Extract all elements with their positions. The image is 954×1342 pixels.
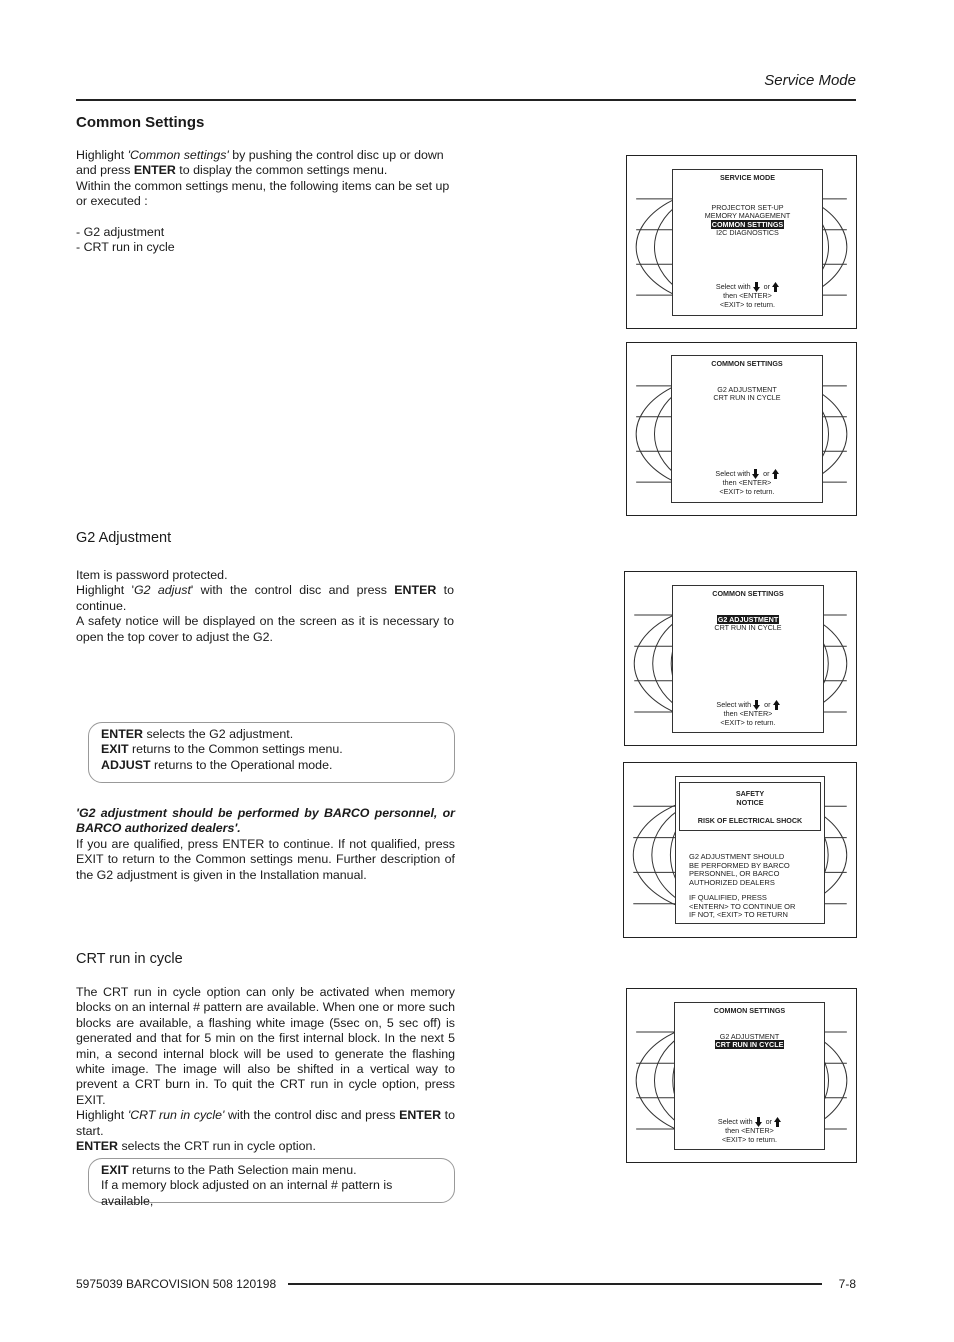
g2-line-2 — [76, 583, 454, 614]
text-run: Select with — [717, 1116, 753, 1126]
crt-paragraph-1: The CRT run in cycle option can only be activated when memory blocks on an internal # pattern are available. When one or more such blocks are available, a flashing white image (5sec on, 5 sec off) is generated and that for 5 min on the first internal block. In the next 5 min, a second internal block will be used to generate the flashing white image. The image will also be shifted in a vertical way to prevent a CRT burn in. To quit the CRT run in cycle option, press EXIT. — [76, 985, 455, 1107]
text-run: Highlight — [76, 148, 128, 162]
menu-title: COMMON SETTINGS — [712, 589, 784, 598]
safety-line: IF NOT, <EXIT> TO RETURN — [689, 910, 788, 920]
menu-hint — [675, 1117, 824, 1144]
hint-exit: <EXIT> to return. — [719, 299, 776, 309]
text-run: ' with the control disc and press — [190, 583, 395, 598]
text-run: to continue. — [76, 583, 454, 613]
screen-crt-highlighted — [626, 988, 857, 1163]
key-label: EXIT — [101, 1163, 129, 1177]
text-run-bold: ENTER — [394, 583, 437, 598]
menu-item-i2c-diagnostics[interactable]: I2C DIAGNOSTICS — [716, 228, 779, 238]
common-settings-menu — [674, 1002, 825, 1150]
text-run-italic: 'CRT run in cycle' — [127, 1108, 225, 1123]
arrow-up-icon — [773, 700, 780, 710]
screen-safety-notice — [623, 762, 857, 938]
g2-text — [76, 568, 454, 645]
safety-line: AUTHORIZED DEALERS — [689, 878, 775, 888]
safety-line: G2 ADJUSTMENT SHOULD — [689, 852, 785, 861]
text-run: Select with — [715, 468, 751, 478]
screen-g2-highlighted — [624, 571, 857, 746]
note-line — [101, 727, 442, 742]
common-item-crt: - CRT run in cycle — [76, 240, 175, 255]
safety-subtitle: NOTICE — [736, 798, 764, 808]
menu-title: SERVICE MODE — [720, 173, 775, 182]
hint-exit: <EXIT> to return. — [721, 1134, 778, 1144]
hint-enter: then <ENTER> — [723, 291, 772, 300]
safety-title: SAFETY — [735, 789, 765, 798]
common-paragraph-1 — [76, 148, 456, 179]
footer-divider — [288, 1283, 822, 1285]
note-line — [101, 742, 442, 757]
safety-line: BE PERFORMED BY BARCO — [689, 860, 790, 870]
menu-item-crt-run-in-cycle[interactable]: CRT RUN IN CYCLE — [714, 623, 782, 633]
common-settings-menu — [672, 585, 824, 733]
text-run-italic: G2 adjust — [133, 583, 191, 598]
menu-hint — [673, 700, 823, 727]
key-label: ADJUST — [101, 757, 151, 772]
common-settings-heading: Common Settings — [76, 114, 205, 131]
text-run: returns to the Path Selection main menu. — [128, 1163, 357, 1177]
text-run: or — [763, 281, 771, 291]
crt-paragraph-3 — [76, 1139, 455, 1154]
g2-warning: 'G2 adjustment should be performed by BARCO personnel, or BARCO authorized dealers'. — [76, 806, 455, 836]
crt-paragraph-2 — [76, 1108, 455, 1139]
common-settings-text — [76, 148, 456, 256]
note-line: If a memory block adjusted on an internal # pattern is available, — [101, 1178, 393, 1208]
arrow-up-icon — [772, 469, 779, 479]
text-run: or — [765, 1116, 773, 1126]
key-label: ENTER — [76, 1139, 118, 1154]
arrow-up-icon — [772, 282, 779, 292]
note-line — [101, 758, 442, 773]
menu-item-g2-adjustment[interactable]: G2 ADJUSTMENT — [717, 384, 777, 394]
text-run: returns to the Common settings menu. — [128, 742, 343, 757]
menu-title: COMMON SETTINGS — [713, 1006, 786, 1015]
g2-line-1: Item is password protected. — [76, 568, 228, 582]
hint-enter: then <ENTER> — [723, 709, 773, 718]
g2-after-text: If you are qualified, press ENTER to continue. If not qualified, press EXIT to return to the Common settings menu. Further description of the G2 adjustment is given in the Installation manual. — [76, 836, 455, 882]
common-settings-menu — [671, 355, 823, 503]
safety-line: <ENTERN> TO CONTINUE OR — [689, 901, 796, 911]
service-mode-menu — [672, 169, 823, 316]
text-run-italic: 'Common settings' — [127, 148, 229, 162]
menu-item-g2-adjustment[interactable]: G2 ADJUSTMENT — [719, 1031, 780, 1041]
safety-notice-header — [679, 782, 821, 831]
safety-message — [689, 853, 795, 920]
text-run-bold: ENTER — [399, 1108, 442, 1123]
menu-title: COMMON SETTINGS — [711, 359, 783, 368]
screen-service-mode — [626, 155, 857, 329]
text-run: returns to the Operational mode. — [150, 757, 333, 772]
g2-warning-block — [76, 806, 455, 883]
safety-line: IF QUALIFIED, PRESS — [689, 892, 767, 902]
text-run: to display the common settings menu. — [175, 163, 388, 178]
text-run: Select with — [715, 281, 751, 291]
crt-key-note — [88, 1158, 455, 1208]
hint-enter: then <ENTER> — [725, 1126, 774, 1135]
text-run: selects the CRT run in cycle option. — [118, 1139, 316, 1154]
safety-risk: RISK OF ELECTRICAL SHOCK — [697, 816, 803, 826]
screen-common-settings — [626, 342, 857, 516]
page-header-title: Service Mode — [764, 72, 856, 89]
hint-exit: <EXIT> to return. — [720, 717, 776, 727]
key-label: ENTER — [101, 727, 143, 741]
menu-item-projector-setup[interactable]: PROJECTOR SET-UP — [711, 202, 784, 212]
footer-page-number: 7-8 — [838, 1277, 856, 1291]
text-run: or — [764, 699, 771, 709]
text-run: or — [763, 468, 770, 478]
safety-line: PERSONNEL, OR BARCO — [689, 869, 780, 879]
hint-enter: then <ENTER> — [722, 478, 772, 487]
footer-document-id: 5975039 BARCOVISION 508 120198 — [76, 1277, 277, 1291]
hint-exit: <EXIT> to return. — [719, 486, 775, 496]
g2-heading: G2 Adjustment — [76, 530, 172, 546]
text-run: Select with — [716, 699, 752, 709]
text-run-bold: ENTER — [133, 163, 176, 178]
text-run: by pushing the control disc up or down and press — [76, 148, 444, 178]
text-run: to start. — [76, 1108, 455, 1138]
menu-item-common-settings[interactable]: COMMON SETTINGS — [711, 219, 784, 229]
text-run: Highlight — [76, 1108, 128, 1123]
header-divider — [76, 99, 856, 101]
arrow-up-icon — [774, 1117, 781, 1127]
safety-notice-panel — [675, 776, 825, 924]
menu-item-crt-run-in-cycle[interactable]: CRT RUN IN CYCLE — [715, 1040, 784, 1050]
crt-text — [76, 985, 455, 1154]
text-run: with the control disc and press — [224, 1108, 400, 1123]
common-item-g2: - G2 adjustment — [76, 225, 165, 240]
key-label: EXIT — [101, 742, 129, 757]
g2-line-3: A safety notice will be displayed on the screen as it is necessary to open the top cover to adjust the G2. — [76, 614, 454, 644]
crt-heading: CRT run in cycle — [76, 951, 183, 967]
text-run: selects the G2 adjustment. — [143, 727, 294, 741]
menu-item-memory-management[interactable]: MEMORY MANAGEMENT — [704, 211, 791, 221]
note-line — [101, 1163, 442, 1178]
text-run: Highlight ' — [76, 583, 134, 598]
menu-hint — [673, 282, 822, 309]
common-paragraph-2: Within the common settings menu, the following items can be set up or executed : — [76, 178, 450, 209]
menu-hint — [672, 469, 822, 496]
menu-item-crt-run-in-cycle[interactable]: CRT RUN IN CYCLE — [713, 393, 781, 403]
menu-item-g2-adjustment[interactable]: G2 ADJUSTMENT — [717, 614, 779, 624]
g2-key-note — [88, 722, 455, 783]
